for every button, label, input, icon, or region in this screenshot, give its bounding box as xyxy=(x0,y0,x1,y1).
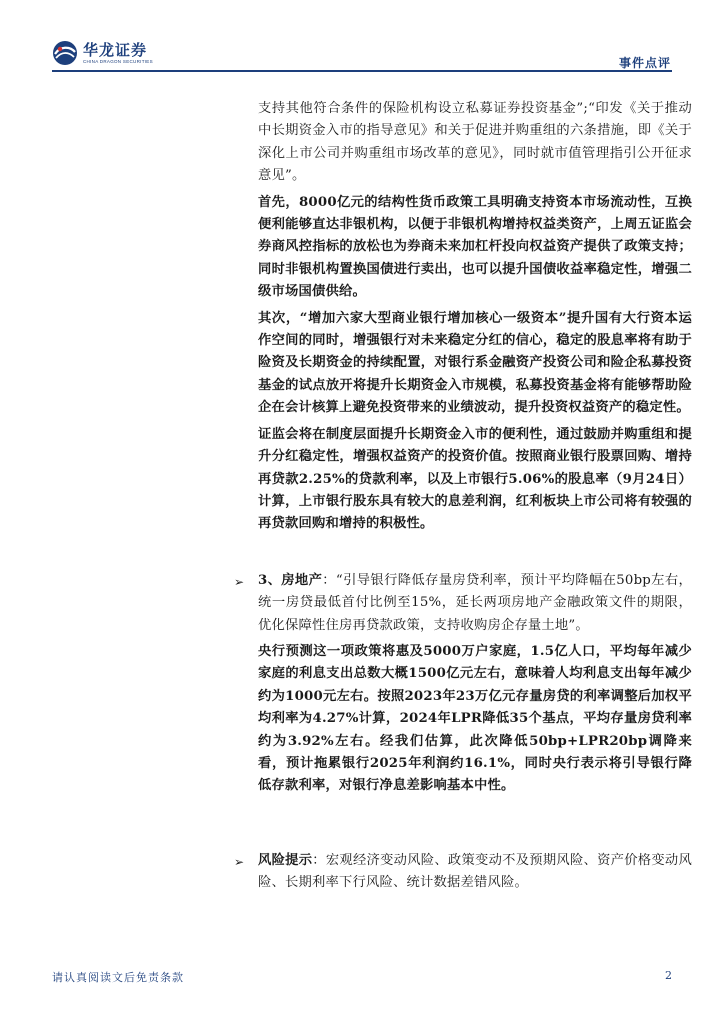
bullet-label: 风险提示 xyxy=(258,852,313,868)
bullet-real-estate xyxy=(232,570,692,637)
bullet-risk xyxy=(232,850,692,895)
paragraph-second: 其次，“增加六家大型商业银行增加核心一级资本”提升国有大行资本运作空间的同时，增强银行对未来稳定分红的信心，稳定的股息率将有助于险资及长期资金的持续配置，对银行系金融资产投资公司和险企私募投资基金的试点放开将提升长期资金入市规模，私募投资基金将有能够帮助险企在会计核算上避免投资带来的业绩波动，提升投资权益资产的稳定性。 xyxy=(258,310,692,416)
header-divider xyxy=(52,70,672,72)
arrow-bullet-icon: ➢ xyxy=(234,574,245,589)
paragraph-central-bank: 央行预测这一项政策将惠及5000万户家庭，1.5亿人口，平均每年减少家庭的利息支出总数大概1500亿元左右，意味着人均利息支出每年减少约为1000元左右。按照2023年23万亿元存量房贷的利率调整后加权平均利率为4.27%计算，2024年LPR降低35个基点，平均存量房贷利率约为3.92%左右。经我们估算，此次降低50bp+LPR20bp调降来看，预计拖累银行2025年利润约16.1%，同时央行表示将引导银行降低存款利率，对银行净息差影响基本中性。 xyxy=(258,643,692,794)
logo-chinese-name: 华龙证券 xyxy=(83,40,148,59)
globe-swirl-icon xyxy=(52,40,78,66)
report-body xyxy=(234,98,692,899)
bullet-label: 3、房地产 xyxy=(258,572,323,588)
section-spacer xyxy=(258,540,692,570)
page-header xyxy=(0,0,724,72)
section-spacer xyxy=(258,802,692,850)
report-type-label: 事件点评 xyxy=(618,56,671,70)
arrow-bullet-icon: ➢ xyxy=(234,854,245,869)
bullet-text: ：“引导银行降低存量房贷利率，预计平均降幅在50bp左右，统一房贷最低首付比例至15%，延长两项房地产金融政策文件的期限，优化保障性住房再贷款政策，支持收购房企存量土地”。 xyxy=(258,572,692,633)
bullet-text: ：宏观经济变动风险、政策变动不及预期风险、资产价格变动风险、长期利率下行风险、统计数据差错风险。 xyxy=(258,852,692,891)
paragraph-first: 首先，8000亿元的结构性货币政策工具明确支持资本市场流动性，互换便利能够直达非银机构，以便于非银机构增持权益类资产，上周五证监会券商风控指标的放松也为券商未来加杠杆投向权益资产提供了政策支持；同时非银机构置换国债进行卖出，也可以提升国债收益率稳定性，增强二级市场国债供给。 xyxy=(258,194,692,300)
footer-disclaimer: 请认真阅读文后免责条款 xyxy=(52,971,184,984)
page-number: 2 xyxy=(665,969,672,982)
company-logo xyxy=(52,40,153,66)
paragraph-csrc: 证监会将在制度层面提升长期资金入市的便利性，通过鼓励并购重组和提升分红稳定性，增强权益资产的投资价值。按照商业银行股票回购、增持再贷款2.25%的贷款利率，以及上市银行5.06%的股息率（9月24日）计算，上市银行股东具有较大的息差利润，红利板块上市公司将有较强的再贷款回购和增持的积极性。 xyxy=(258,426,692,532)
paragraph-policy-quote: 支持其他符合条件的保险机构设立私募证券投资基金”;“印发《关于推动中长期资金入市的指导意见》和关于促进并购重组的六条措施，即《关于深化上市公司并购重组市场改革的意见》，同时就市值管理指引公开征求意见”。 xyxy=(258,101,692,184)
logo-english-name: CHINA DRAGON SECURITIES xyxy=(83,58,153,64)
